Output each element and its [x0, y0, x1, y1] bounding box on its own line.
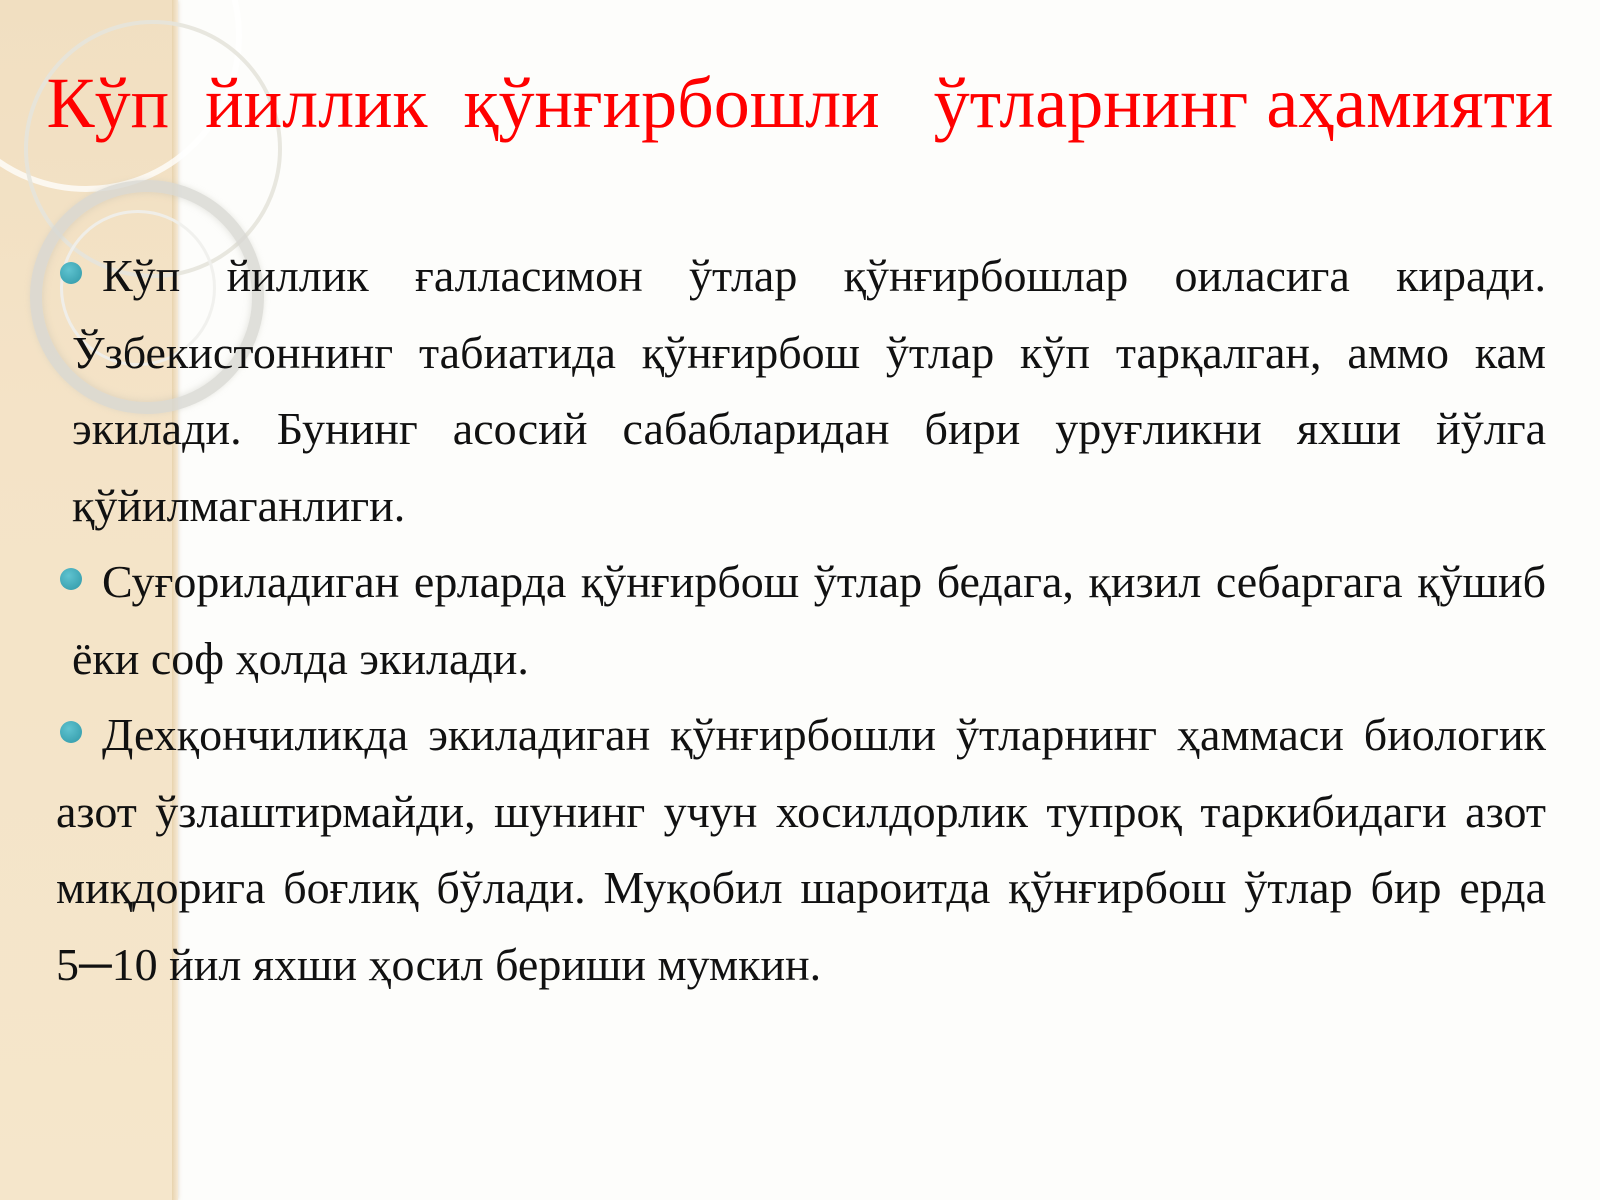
bullet-dot-icon [60, 568, 82, 590]
bullet-item [56, 238, 1546, 544]
bullet-dot-icon [60, 262, 82, 284]
bullet-text: Дехқончиликда экиладиган қўнғирбошли ўтларнинг ҳаммаси биологик азот ўзлаштирмайди, шунинг учун хосилдорлик тупроқ таркибидаги азот миқдорига боғлиқ бўлади. Муқобил шароитда қўнғирбош ўтлар бир ерда 5─10 йил яхши ҳосил бериши мумкин. [56, 709, 1546, 990]
bullet-item [56, 697, 1546, 1003]
bullet-list [56, 238, 1546, 1003]
bullet-item [56, 544, 1546, 697]
bullet-dot-icon [60, 721, 82, 743]
bullet-text: Суғориладиган ерларда қўнғирбош ўтлар бедага, қизил себаргага қўшиб ёки соф ҳолда экилади. [72, 556, 1546, 684]
bullet-text: Кўп йиллик ғалласимон ўтлар қўнғирбошлар оиласига киради. Ўзбекистоннинг табиатида қўнғирбош ўтлар кўп тарқалган, аммо кам экилади. Бунинг асосий сабабларидан бири уруғликни яхши йўлга қўйилмаганлиги. [72, 250, 1546, 531]
slide-title: Кўп йиллик қўнғирбошли ўтларнинг аҳамияти [46, 63, 1554, 143]
